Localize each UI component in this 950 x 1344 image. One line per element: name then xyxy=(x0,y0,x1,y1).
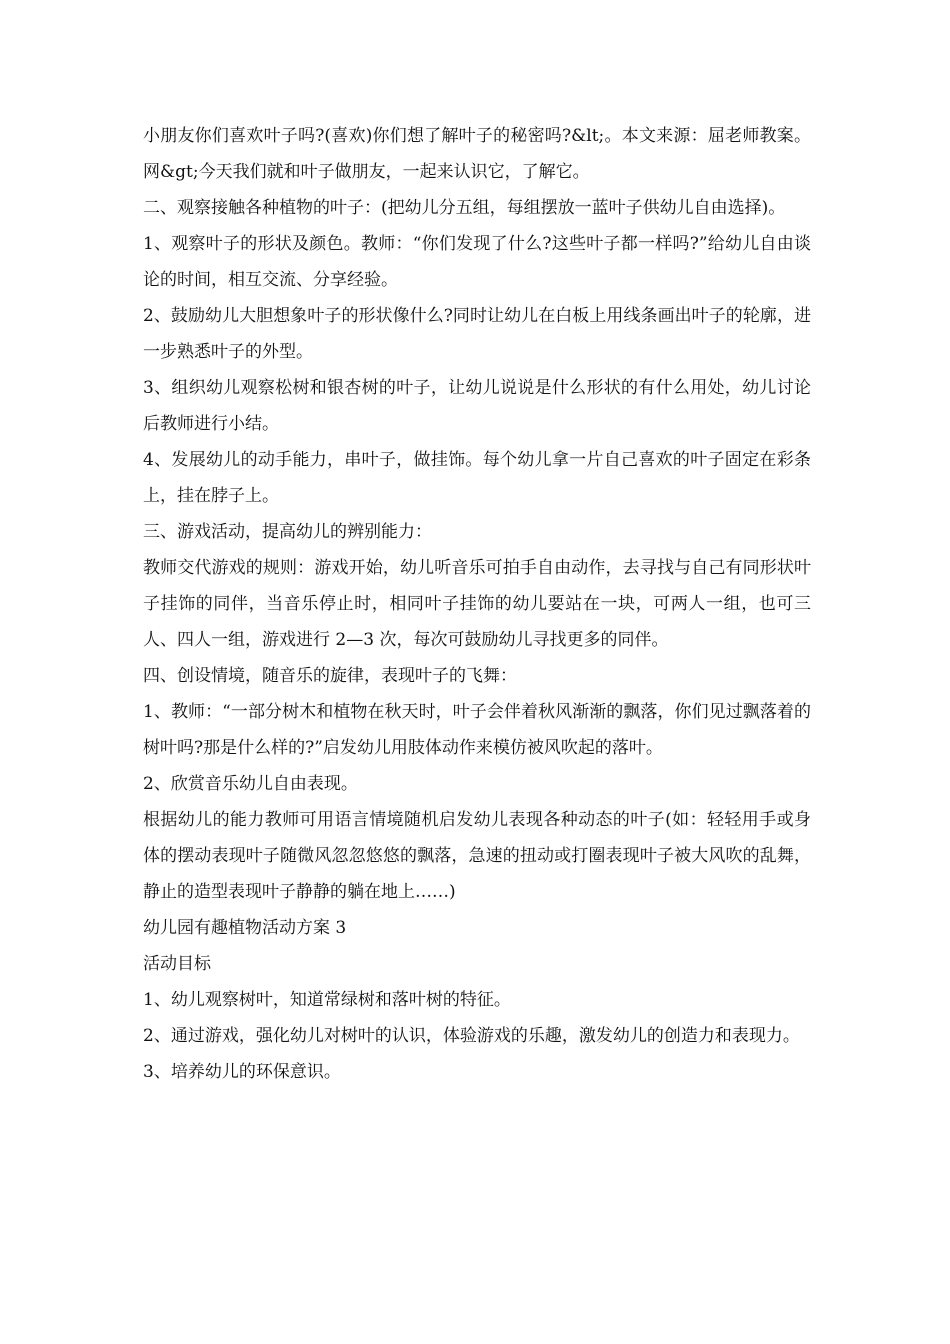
paragraph-scene-step-2: 2、欣赏音乐幼儿自由表现。 xyxy=(143,774,358,794)
paragraph-step-3: 3、组织幼儿观察松树和银杏树的叶子，让幼儿说说是什么形状的有什么用处，幼儿讨论后教师进行小结。 xyxy=(143,378,811,434)
heading-create-scene: 四、创设情境，随音乐的旋律，表现叶子的飞舞： xyxy=(143,666,517,686)
paragraph-goal-2: 2、通过游戏，强化幼儿对树叶的认识，体验游戏的乐趣，激发幼儿的创造力和表现力。 xyxy=(143,1026,800,1046)
heading-observe-leaves: 二、观察接触各种植物的叶子：(把幼儿分五组，每组摆放一蓝叶子供幼儿自由选择)。 xyxy=(143,198,786,218)
section-title-plan-3: 幼儿园有趣植物活动方案 3 xyxy=(143,918,347,938)
paragraph-step-2: 2、鼓励幼儿大胆想象叶子的形状像什么?同时让幼儿在白板上用线条画出叶子的轮廓，进一步熟悉叶子的外型。 xyxy=(143,306,811,362)
paragraph-intro: 小朋友你们喜欢叶子吗?(喜欢)你们想了解叶子的秘密吗?&lt;。本文来源：屈老师教案。网&gt;今天我们就和叶子做朋友，一起来认识它，了解它。 xyxy=(143,126,811,182)
paragraph-scene-guidance: 根据幼儿的能力教师可用语言情境随机启发幼儿表现各种动态的叶子(如：轻轻用手或身体的摆动表现叶子随微风忽忽悠悠的飘落，急速的扭动或打圈表现叶子被大风吹的乱舞，静止的造型表现叶子静静的躺在地上……) xyxy=(143,810,811,902)
paragraph-scene-step-1: 1、教师：“一部分树木和植物在秋天时，叶子会伴着秋风渐渐的飘落，你们见过飘落着的树叶吗?那是什么样的?”启发幼儿用肢体动作来模仿被风吹起的落叶。 xyxy=(143,702,811,758)
paragraph-goal-3: 3、培养幼儿的环保意识。 xyxy=(143,1062,341,1082)
heading-activity-goals: 活动目标 xyxy=(143,954,211,974)
paragraph-game-rules: 教师交代游戏的规则：游戏开始，幼儿听音乐可拍手自由动作，去寻找与自己有同形状叶子挂饰的同伴，当音乐停止时，相同叶子挂饰的幼儿要站在一块，可两人一组，也可三人、四人一组，游戏进行 2—3 次，每次可鼓励幼儿寻找更多的同伴。 xyxy=(143,558,811,650)
paragraph-goal-1: 1、幼儿观察树叶，知道常绿树和落叶树的特征。 xyxy=(143,990,511,1010)
heading-game-activity: 三、游戏活动，提高幼儿的辨别能力： xyxy=(143,522,432,542)
paragraph-step-4: 4、发展幼儿的动手能力，串叶子，做挂饰。每个幼儿拿一片自己喜欢的叶子固定在彩条上，挂在脖子上。 xyxy=(143,450,811,506)
paragraph-step-1: 1、观察叶子的形状及颜色。教师：“你们发现了什么?这些叶子都一样吗?”给幼儿自由谈论的时间，相互交流、分享经验。 xyxy=(143,234,811,290)
document-body xyxy=(143,118,811,1090)
